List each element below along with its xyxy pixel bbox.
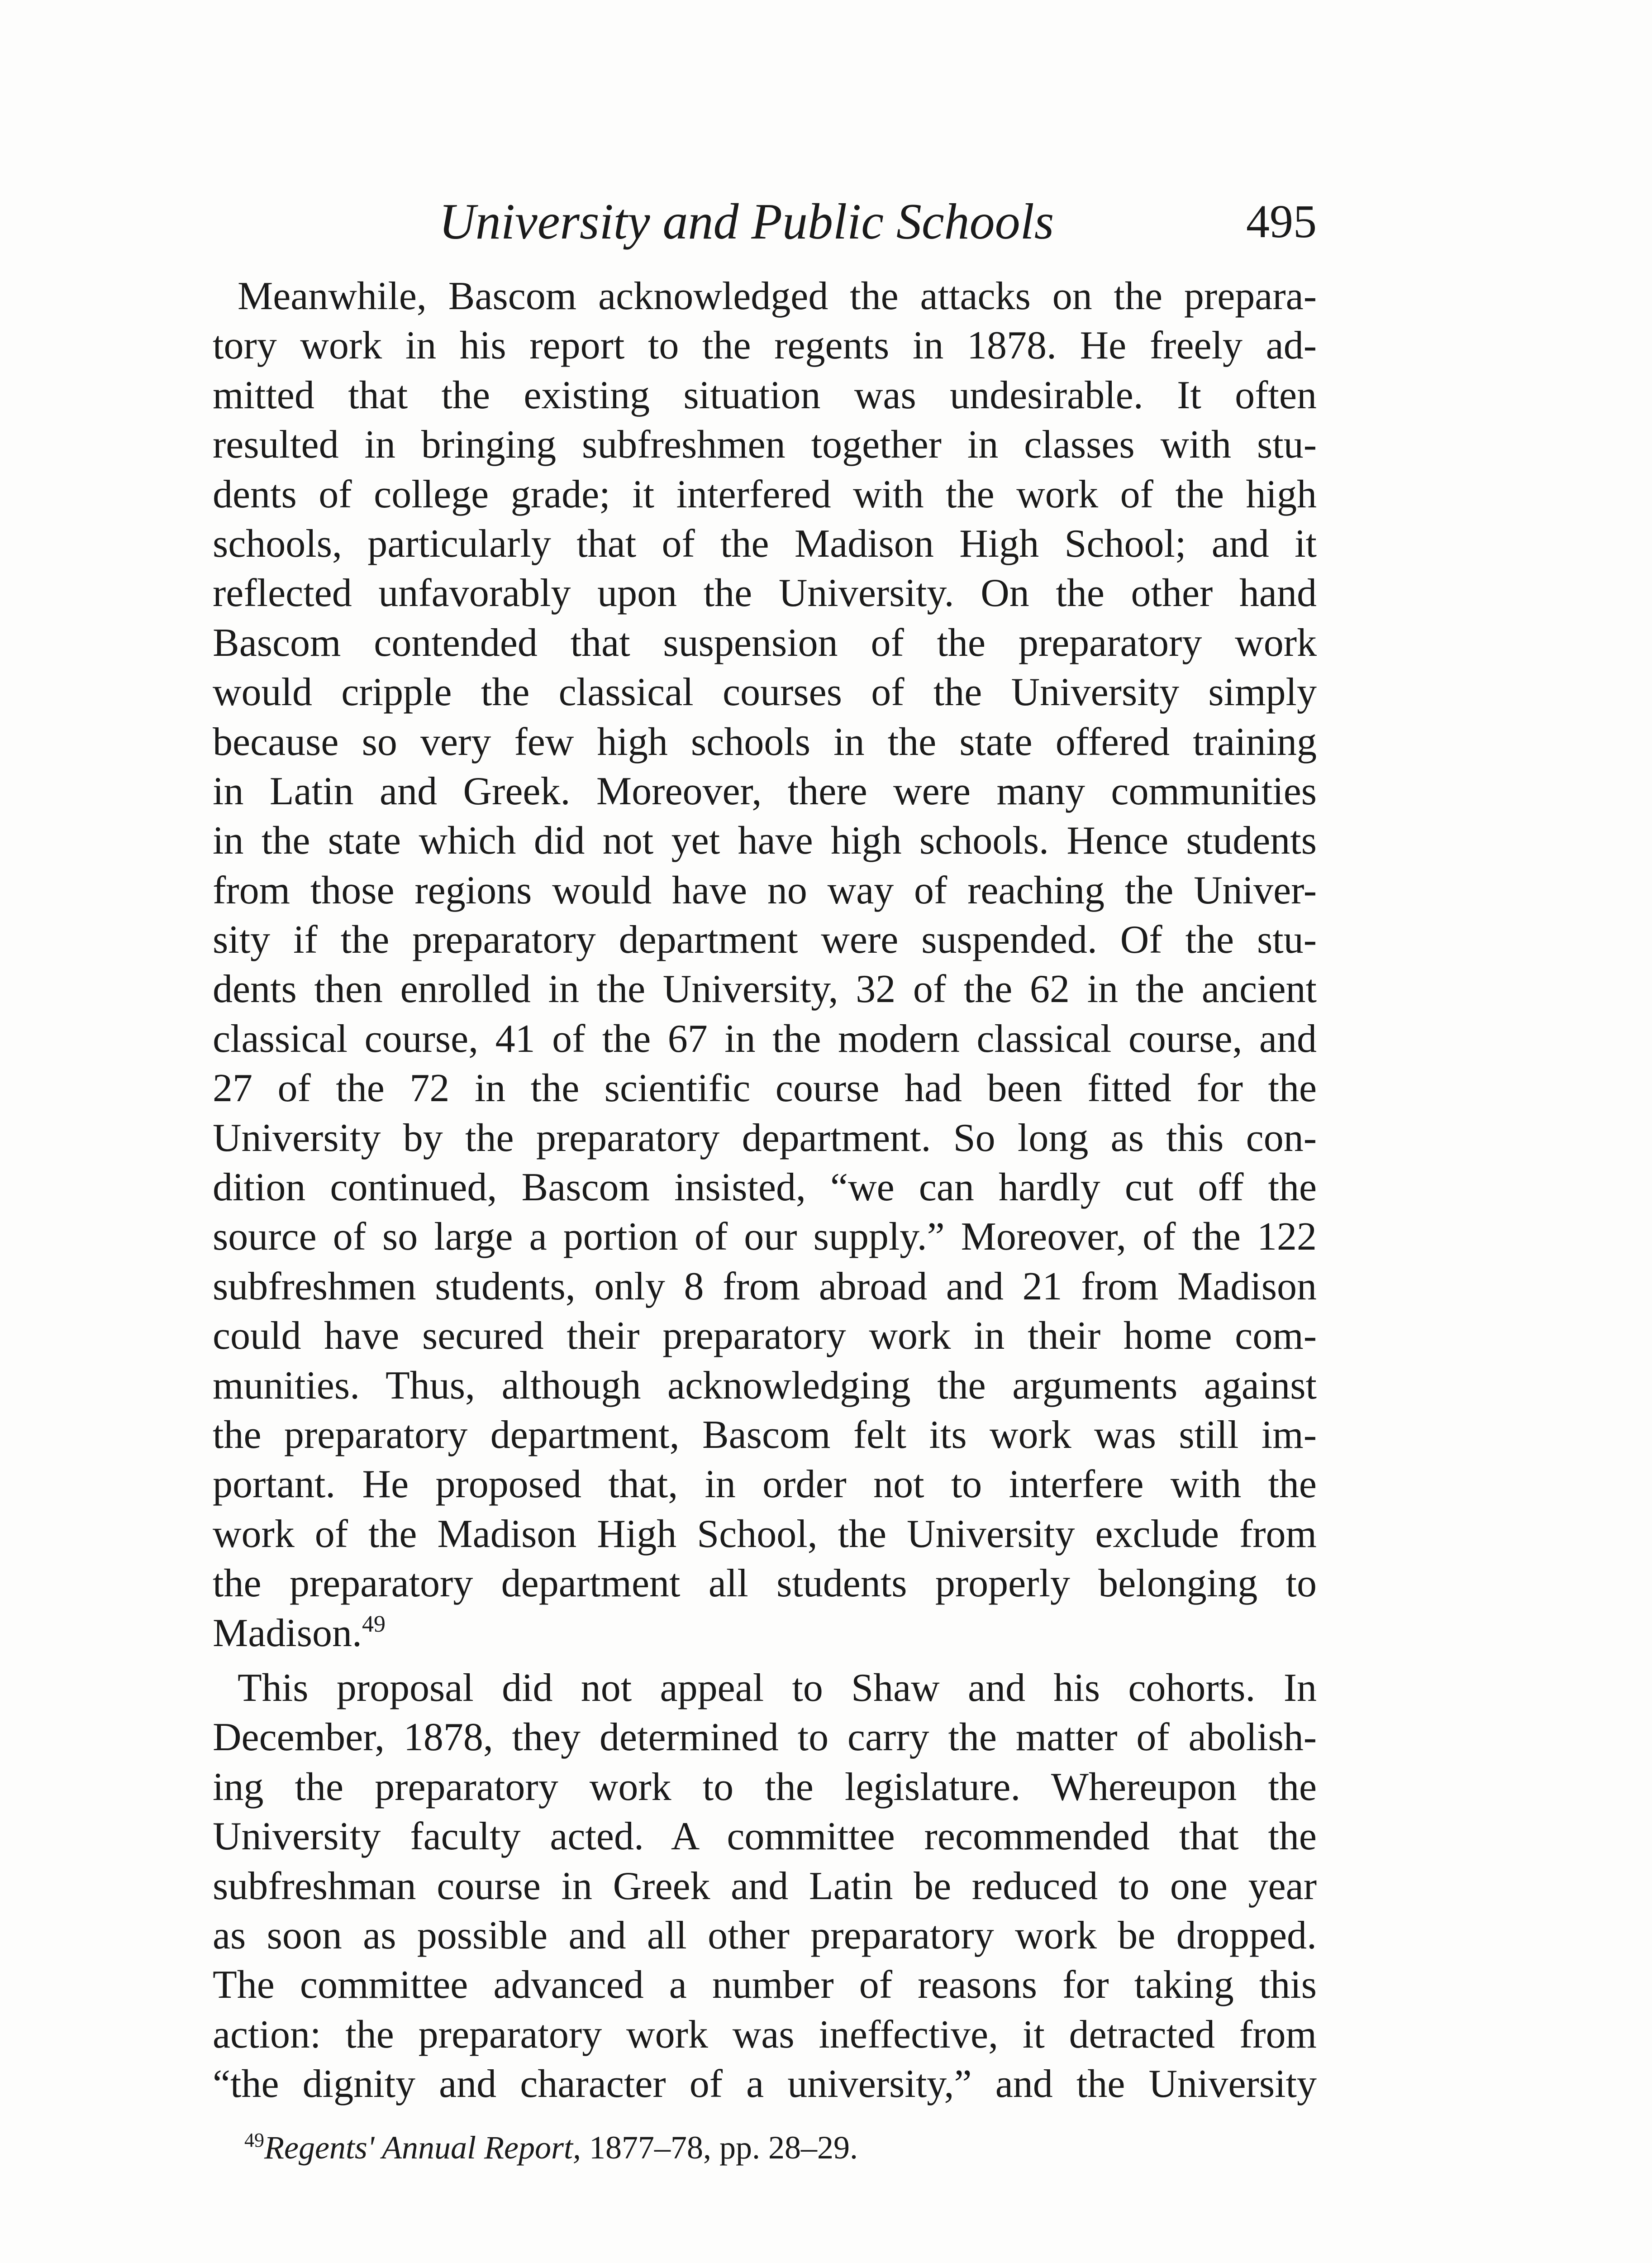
paragraph-1: [213, 272, 1317, 1658]
text-line: in Latin and Greek. Moreover, there were many communities: [213, 769, 1317, 813]
text-line: dents then enrolled in the University, 32 of the 62 in the ancient: [213, 967, 1317, 1012]
text-line: because so very few high schools in the state offered training: [213, 720, 1317, 764]
text-line: munities. Thus, although acknowledging the arguments against: [213, 1363, 1317, 1408]
text-line: dition continued, Bascom insisted, “we can hardly cut off the: [213, 1165, 1317, 1210]
text-line: “the dignity and character of a university,” and the University: [213, 2062, 1317, 2106]
text-line: The committee advanced a number of reasons for taking this: [213, 1963, 1317, 2007]
footnote: [244, 2127, 858, 2172]
text-line: schools, particularly that of the Madison High School; and it: [213, 521, 1317, 566]
text-line: the preparatory department, Bascom felt its work was still im-: [213, 1413, 1317, 1457]
running-head: [213, 190, 1317, 253]
text-line: This proposal did not appeal to Shaw and his cohorts. In: [238, 1666, 1317, 1710]
text-line: would cripple the classical courses of the University simply: [213, 670, 1317, 715]
footnote-source-title: Regents' Annual Report,: [264, 2129, 581, 2166]
text-line: as soon as possible and all other preparatory work be dropped.: [213, 1913, 1317, 1957]
final-line-text: Madison.: [213, 1611, 362, 1655]
text-line: in the state which did not yet have high schools. Hence students: [213, 819, 1317, 863]
text-line: action: the preparatory work was ineffective, it detracted from: [213, 2012, 1317, 2057]
text-line: sity if the preparatory department were suspended. Of the stu-: [213, 918, 1317, 962]
text-line: Bascom contended that suspension of the preparatory work: [213, 621, 1317, 665]
text-line: Meanwhile, Bascom acknowledged the attacks on the prepara-: [238, 274, 1317, 318]
text-line: tory work in his report to the regents in 1878. He freely ad-: [213, 324, 1317, 368]
text-line: portant. He proposed that, in order not to interfere with the: [213, 1462, 1317, 1507]
footnote-number: 49: [244, 2129, 264, 2151]
text-line: the preparatory department all students properly belonging to: [213, 1561, 1317, 1606]
text-line: classical course, 41 of the 67 in the modern classical course, and: [213, 1017, 1317, 1061]
text-line-final: [213, 1609, 1317, 1658]
footnote-citation: 1877–78, pp. 28–29.: [581, 2129, 858, 2166]
text-line: mitted that the existing situation was undesirable. It often: [213, 373, 1317, 417]
paragraph-spacer: [213, 1658, 1317, 1663]
text-line: could have secured their preparatory work in their home com-: [213, 1314, 1317, 1358]
text-line: subfreshman course in Greek and Latin be reduced to one year: [213, 1864, 1317, 1908]
text-line: ing the preparatory work to the legislature. Whereupon the: [213, 1765, 1317, 1809]
text-line: University faculty acted. A committee recommended that the: [213, 1814, 1317, 1859]
footnote-reference: 49: [362, 1611, 386, 1637]
running-title: University and Public Schools: [439, 194, 1054, 250]
text-line: reflected unfavorably upon the University. On the other hand: [213, 571, 1317, 616]
body-text: [213, 272, 1317, 2109]
text-line: work of the Madison High School, the University exclude from: [213, 1512, 1317, 1556]
text-line: dents of college grade; it interfered with the work of the high: [213, 472, 1317, 516]
text-line: University by the preparatory department. So long as this con-: [213, 1116, 1317, 1160]
text-line: subfreshmen students, only 8 from abroad and 21 from Madison: [213, 1264, 1317, 1308]
text-line: 27 of the 72 in the scientific course had been fitted for the: [213, 1066, 1317, 1111]
text-line: source of so large a portion of our supply.” Moreover, of the 122: [213, 1215, 1317, 1259]
text-line: from those regions would have no way of reaching the Univer-: [213, 868, 1317, 912]
text-line: December, 1878, they determined to carry the matter of abolish-: [213, 1715, 1317, 1760]
paragraph-2: [213, 1663, 1317, 2109]
text-line: resulted in bringing subfreshmen together in classes with stu-: [213, 423, 1317, 467]
page-number: 495: [1246, 196, 1317, 248]
